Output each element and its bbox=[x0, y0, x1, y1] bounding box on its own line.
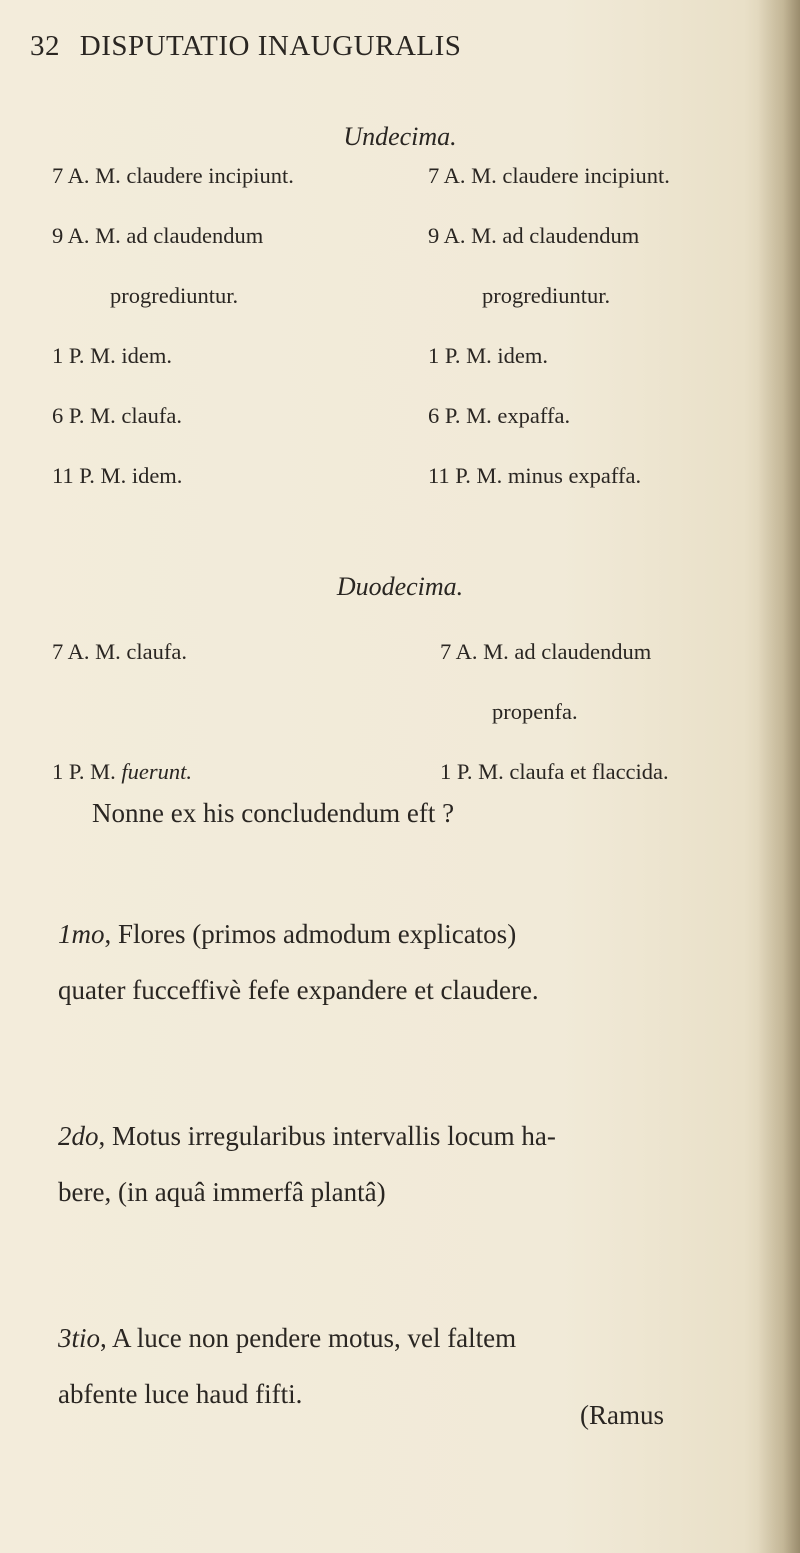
question-line: Nonne ex his concludendum eft ? bbox=[92, 798, 455, 828]
table-row: 9 A. M. ad claudendum bbox=[52, 223, 264, 248]
section-title-duodecima: Duodecima. bbox=[336, 572, 464, 601]
point-text: quater fucceffivè fefe expandere et claudere. bbox=[58, 975, 539, 1005]
point-1 bbox=[58, 906, 539, 1018]
empty-row bbox=[52, 682, 192, 742]
undecima-left-column bbox=[52, 146, 294, 506]
table-row bbox=[52, 742, 192, 802]
table-row: 7 A. M. ad claudendum bbox=[440, 639, 652, 664]
italic-note: fuerunt. bbox=[121, 759, 193, 784]
section-title-undecima: Undecima. bbox=[343, 122, 457, 151]
running-title: DISPUTATIO INAUGURALIS bbox=[79, 30, 462, 62]
undecima-right-column bbox=[428, 146, 670, 506]
point-3 bbox=[58, 1310, 516, 1422]
point-text: bere, (in aquâ immerfâ plantâ) bbox=[58, 1177, 386, 1207]
table-row: 1 P. M. idem. bbox=[52, 343, 173, 368]
table-row: 7 A. M. claudere incipiunt. bbox=[52, 163, 294, 188]
point-text: abfente luce haud fifti. bbox=[58, 1379, 303, 1409]
table-row: 1 P. M. idem. bbox=[428, 343, 549, 368]
table-row: propenfa. bbox=[492, 699, 578, 724]
point-text: , A luce non pendere motus, vel faltem bbox=[100, 1323, 517, 1353]
page-number: 32 bbox=[30, 30, 60, 62]
table-row: 11 P. M. minus expaffa. bbox=[428, 463, 642, 488]
ordinal: 1mo bbox=[58, 919, 105, 949]
table-row: 9 A. M. ad claudendum bbox=[428, 223, 640, 248]
table-row: 7 A. M. claufa. bbox=[52, 639, 187, 664]
catchword: (Ramus bbox=[580, 1400, 664, 1430]
duodecima-right-column bbox=[440, 622, 669, 802]
point-2 bbox=[58, 1108, 556, 1220]
table-row: progrediuntur. bbox=[482, 283, 611, 308]
running-header bbox=[30, 30, 730, 63]
table-row: 7 A. M. claudere incipiunt. bbox=[428, 163, 670, 188]
table-row: 6 P. M. expaffa. bbox=[428, 403, 571, 428]
time-label: 1 P. M. bbox=[52, 759, 122, 784]
point-text: , Motus irregularibus intervallis locum ha- bbox=[98, 1121, 556, 1151]
table-row: 1 P. M. claufa et flaccida. bbox=[440, 759, 669, 784]
point-text: , Flores (primos admodum explicatos) bbox=[104, 919, 517, 949]
table-row: 11 P. M. idem. bbox=[52, 463, 183, 488]
ordinal: 3tio bbox=[58, 1323, 101, 1353]
table-row: 6 P. M. claufa. bbox=[52, 403, 182, 428]
duodecima-left-column bbox=[52, 622, 192, 802]
table-row: progrediuntur. bbox=[110, 283, 239, 308]
ordinal: 2do bbox=[58, 1121, 99, 1151]
page-edge-shadow bbox=[758, 0, 800, 1553]
